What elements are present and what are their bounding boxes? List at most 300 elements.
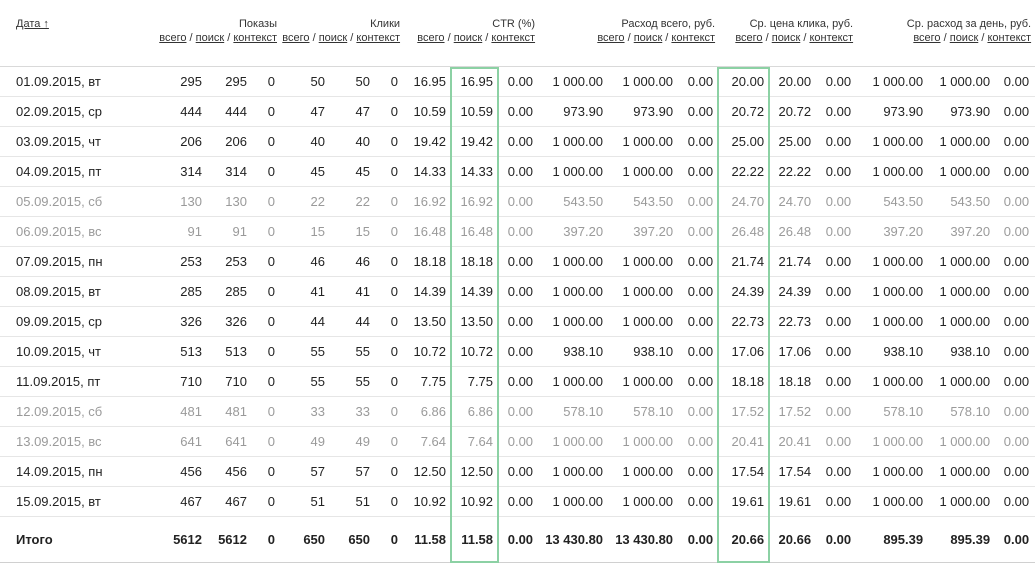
spend-context-cell: 0.00 [679,427,719,457]
daily-spend-total-cell: 1 000.00 [857,277,929,307]
impressions-total-cell: 641 [158,427,208,457]
ctr-context-cell: 0.00 [499,367,539,397]
daily-spend-total-cell: 578.10 [857,397,929,427]
impressions-search-cell: 710 [208,367,253,397]
spend-context-cell: 0.00 [679,217,719,247]
cpc-context-cell: 0.00 [817,487,857,517]
ctr-context-cell: 0.00 [499,307,539,337]
spend-search-cell: 1 000.00 [609,247,679,277]
daily-spend-context-cell: 0.00 [996,217,1035,247]
ctr-context-cell: 0.00 [499,457,539,487]
spend-total-cell: 973.90 [539,97,609,127]
impressions-context-cell: 0 [253,187,281,217]
ctr-total-cell: 16.95 [404,67,452,97]
ctr-header: CTR (%) всего / поиск / контекст [404,0,539,67]
impressions-total-cell: 91 [158,217,208,247]
impressions-search-cell: 91 [208,217,253,247]
daily-spend-context-cell: 0.00 [996,187,1035,217]
impressions-search-link[interactable]: поиск [195,32,225,44]
clicks-search-cell: 15 [331,217,376,247]
clicks-context-cell: 0 [376,517,404,563]
ctr-total-link[interactable]: всего [417,32,445,44]
clicks-search-cell: 57 [331,457,376,487]
clicks-context-cell: 0 [376,217,404,247]
spend-search-cell: 1 000.00 [609,367,679,397]
daily-spend-total-cell: 973.90 [857,97,929,127]
ctr-search-cell: 12.50 [452,457,499,487]
spend-search-link[interactable]: поиск [633,32,663,44]
date-cell: 04.09.2015, пт [0,157,158,187]
daily-spend-total-cell: 1 000.00 [857,127,929,157]
date-cell: 05.09.2015, сб [0,187,158,217]
ctr-search-cell: 6.86 [452,397,499,427]
spend-total-cell: 543.50 [539,187,609,217]
clicks-total-cell: 33 [281,397,331,427]
clicks-search-cell: 55 [331,367,376,397]
ctr-context-cell: 0.00 [499,427,539,457]
daily-spend-total-cell: 938.10 [857,337,929,367]
ctr-search-cell: 7.75 [452,367,499,397]
impressions-total-cell: 206 [158,127,208,157]
impressions-context-cell: 0 [253,127,281,157]
ctr-context-cell: 0.00 [499,157,539,187]
total-label: Итого [0,517,158,563]
impressions-context-cell: 0 [253,487,281,517]
ctr-total-cell: 13.50 [404,307,452,337]
clicks-search-cell: 44 [331,307,376,337]
impressions-search-cell: 481 [208,397,253,427]
spend-context-cell: 0.00 [679,457,719,487]
cpc-total-cell: 26.48 [719,217,770,247]
clicks-title: Клики [370,18,401,30]
date-cell: 13.09.2015, вс [0,427,158,457]
daily-spend-context-cell: 0.00 [996,367,1035,397]
ctr-total-cell: 7.64 [404,427,452,457]
ctr-search-cell: 18.18 [452,247,499,277]
impressions-total-cell: 314 [158,157,208,187]
spend-total-cell: 397.20 [539,217,609,247]
cpc-context-cell: 0.00 [817,277,857,307]
daily-spend-context-cell: 0.00 [996,397,1035,427]
clicks-total-cell: 44 [281,307,331,337]
cpc-total-cell: 24.70 [719,187,770,217]
clicks-context-cell: 0 [376,457,404,487]
ctr-total-cell: 16.92 [404,187,452,217]
impressions-total-link[interactable]: всего [159,32,187,44]
spend-total-cell: 1 000.00 [539,157,609,187]
spend-context-cell: 0.00 [679,187,719,217]
cpc-search-cell: 21.74 [770,247,817,277]
daily-spend-header: Ср. расход за день, руб. всего / поиск / контекст [857,0,1035,67]
clicks-search-cell: 33 [331,397,376,427]
ctr-total-cell: 19.42 [404,127,452,157]
impressions-search-cell: 314 [208,157,253,187]
ctr-total-cell: 10.72 [404,337,452,367]
spend-title: Расход всего, руб. [621,18,716,30]
clicks-context-cell: 0 [376,277,404,307]
spend-search-cell: 1 000.00 [609,127,679,157]
table-row [0,97,1035,127]
table-row [0,397,1035,427]
clicks-total-cell: 46 [281,247,331,277]
spend-search-cell: 578.10 [609,397,679,427]
daily-spend-total-cell: 543.50 [857,187,929,217]
cpc-context-cell: 0.00 [817,457,857,487]
clicks-total-cell: 49 [281,427,331,457]
table-row [0,127,1035,157]
cpc-search-cell: 19.61 [770,487,817,517]
ctr-search-cell: 14.39 [452,277,499,307]
spend-search-cell: 1 000.00 [609,277,679,307]
cpc-total-cell: 17.06 [719,337,770,367]
clicks-context-cell: 0 [376,367,404,397]
clicks-total-cell: 47 [281,97,331,127]
clicks-context-cell: 0 [376,157,404,187]
cpc-context-cell: 0.00 [817,397,857,427]
daily-spend-search-cell: 1 000.00 [929,127,996,157]
clicks-search-cell: 45 [331,157,376,187]
clicks-total-cell: 15 [281,217,331,247]
spend-context-cell: 0.00 [679,97,719,127]
daily-spend-search-cell: 1 000.00 [929,367,996,397]
ctr-search-link[interactable]: поиск [453,32,483,44]
impressions-total-cell: 444 [158,97,208,127]
ctr-context-cell: 0.00 [499,97,539,127]
cpc-total-link[interactable]: всего [735,32,763,44]
ctr-total-cell: 14.39 [404,277,452,307]
clicks-search-cell: 650 [331,517,376,563]
cpc-total-cell: 19.61 [719,487,770,517]
cpc-search-cell: 26.48 [770,217,817,247]
spend-context-cell: 0.00 [679,67,719,97]
impressions-search-cell: 467 [208,487,253,517]
cpc-total-cell: 20.41 [719,427,770,457]
clicks-context-cell: 0 [376,307,404,337]
cpc-total-cell: 17.54 [719,457,770,487]
cpc-header: Ср. цена клика, руб. всего / поиск / контекст [719,0,857,67]
daily-spend-total-cell: 1 000.00 [857,157,929,187]
impressions-total-cell: 456 [158,457,208,487]
date-cell: 06.09.2015, вс [0,217,158,247]
date-column-header[interactable] [0,0,158,67]
impressions-context-cell: 0 [253,397,281,427]
ctr-context-cell: 0.00 [499,217,539,247]
spend-total-cell: 1 000.00 [539,247,609,277]
impressions-search-cell: 206 [208,127,253,157]
table-row [0,457,1035,487]
impressions-search-cell: 513 [208,337,253,367]
impressions-context-cell: 0 [253,517,281,563]
spend-context-cell: 0.00 [679,337,719,367]
daily-spend-context-cell: 0.00 [996,337,1035,367]
cpc-context-cell: 0.00 [817,67,857,97]
daily-spend-search-cell: 1 000.00 [929,247,996,277]
cpc-search-cell: 24.70 [770,187,817,217]
daily-spend-total-link[interactable]: всего [913,32,941,44]
cpc-total-cell: 21.74 [719,247,770,277]
daily-spend-context-cell: 0.00 [996,457,1035,487]
cpc-context-cell: 0.00 [817,337,857,367]
clicks-total-cell: 22 [281,187,331,217]
clicks-search-cell: 22 [331,187,376,217]
spend-context-cell: 0.00 [679,127,719,157]
daily-spend-context-cell: 0.00 [996,487,1035,517]
ctr-context-link[interactable]: контекст [491,32,536,44]
impressions-context-cell: 0 [253,457,281,487]
spend-total-cell: 1 000.00 [539,427,609,457]
ctr-total-cell: 10.92 [404,487,452,517]
cpc-search-cell: 25.00 [770,127,817,157]
cpc-search-cell: 22.22 [770,157,817,187]
clicks-context-cell: 0 [376,127,404,157]
date-cell: 12.09.2015, сб [0,397,158,427]
clicks-search-link[interactable]: поиск [318,32,348,44]
ctr-context-cell: 0.00 [499,127,539,157]
clicks-total-cell: 50 [281,67,331,97]
ctr-total-cell: 14.33 [404,157,452,187]
clicks-context-cell: 0 [376,247,404,277]
cpc-search-cell: 20.66 [770,517,817,563]
impressions-context-cell: 0 [253,247,281,277]
daily-spend-context-cell: 0.00 [996,67,1035,97]
impressions-search-cell: 5612 [208,517,253,563]
date-cell: 14.09.2015, пн [0,457,158,487]
cpc-context-cell: 0.00 [817,517,857,563]
clicks-total-link[interactable]: всего [282,32,310,44]
daily-spend-context-cell: 0.00 [996,277,1035,307]
daily-spend-title: Ср. расход за день, руб. [906,18,1032,30]
impressions-search-cell: 130 [208,187,253,217]
daily-spend-total-cell: 1 000.00 [857,457,929,487]
cpc-context-cell: 0.00 [817,307,857,337]
ctr-total-cell: 7.75 [404,367,452,397]
table-row [0,427,1035,457]
spend-context-cell: 0.00 [679,367,719,397]
sort-by-date-link[interactable]: Дата ↑ [16,18,49,30]
cpc-search-cell: 24.39 [770,277,817,307]
cpc-context-cell: 0.00 [817,97,857,127]
impressions-total-cell: 253 [158,247,208,277]
cpc-context-link[interactable]: контекст [809,32,854,44]
ctr-search-cell: 10.72 [452,337,499,367]
spend-context-cell: 0.00 [679,487,719,517]
cpc-search-cell: 17.54 [770,457,817,487]
daily-spend-total-cell: 1 000.00 [857,487,929,517]
spend-total-cell: 1 000.00 [539,457,609,487]
daily-spend-context-cell: 0.00 [996,307,1035,337]
cpc-search-link[interactable]: поиск [771,32,801,44]
clicks-total-cell: 57 [281,457,331,487]
total-row [0,517,1035,563]
ctr-search-cell: 10.59 [452,97,499,127]
cpc-total-cell: 20.72 [719,97,770,127]
ctr-context-cell: 0.00 [499,517,539,563]
clicks-header: Клики всего / поиск / контекст [281,0,404,67]
cpc-context-cell: 0.00 [817,157,857,187]
impressions-total-cell: 710 [158,367,208,397]
ctr-search-cell: 16.48 [452,217,499,247]
ctr-total-cell: 12.50 [404,457,452,487]
spend-context-cell: 0.00 [679,517,719,563]
ctr-context-cell: 0.00 [499,67,539,97]
spend-search-cell: 1 000.00 [609,157,679,187]
ctr-total-cell: 18.18 [404,247,452,277]
daily-spend-total-cell: 1 000.00 [857,307,929,337]
cpc-total-cell: 25.00 [719,127,770,157]
daily-spend-context-cell: 0.00 [996,427,1035,457]
daily-spend-search-cell: 1 000.00 [929,487,996,517]
daily-spend-search-cell: 397.20 [929,217,996,247]
ctr-search-cell: 13.50 [452,307,499,337]
spend-context-cell: 0.00 [679,397,719,427]
impressions-search-cell: 641 [208,427,253,457]
impressions-context-cell: 0 [253,337,281,367]
cpc-context-cell: 0.00 [817,427,857,457]
daily-spend-search-cell: 543.50 [929,187,996,217]
ctr-total-cell: 16.48 [404,217,452,247]
daily-spend-search-cell: 1 000.00 [929,457,996,487]
daily-spend-search-cell: 1 000.00 [929,427,996,457]
table-row [0,187,1035,217]
daily-spend-context-cell: 0.00 [996,517,1035,563]
impressions-context-link[interactable]: контекст [233,32,278,44]
table-row [0,367,1035,397]
spend-total-link[interactable]: всего [597,32,625,44]
cpc-context-cell: 0.00 [817,127,857,157]
cpc-search-cell: 20.00 [770,67,817,97]
daily-spend-total-cell: 1 000.00 [857,367,929,397]
spend-total-cell: 1 000.00 [539,307,609,337]
daily-spend-total-cell: 1 000.00 [857,427,929,457]
ctr-total-cell: 6.86 [404,397,452,427]
impressions-search-cell: 253 [208,247,253,277]
date-cell: 10.09.2015, чт [0,337,158,367]
ctr-total-cell: 11.58 [404,517,452,563]
date-cell: 08.09.2015, вт [0,277,158,307]
spend-search-cell: 397.20 [609,217,679,247]
clicks-total-cell: 650 [281,517,331,563]
daily-spend-total-cell: 397.20 [857,217,929,247]
clicks-search-cell: 55 [331,337,376,367]
daily-spend-context-cell: 0.00 [996,97,1035,127]
impressions-context-cell: 0 [253,367,281,397]
daily-spend-total-cell: 1 000.00 [857,247,929,277]
clicks-context-link[interactable]: контекст [356,32,401,44]
cpc-search-cell: 20.72 [770,97,817,127]
ctr-search-cell: 7.64 [452,427,499,457]
daily-spend-total-cell: 895.39 [857,517,929,563]
ctr-context-cell: 0.00 [499,397,539,427]
impressions-context-cell: 0 [253,97,281,127]
clicks-search-cell: 46 [331,247,376,277]
spend-total-cell: 938.10 [539,337,609,367]
clicks-search-cell: 47 [331,97,376,127]
clicks-total-cell: 51 [281,487,331,517]
impressions-title: Показы [238,18,278,30]
impressions-context-cell: 0 [253,157,281,187]
ctr-context-cell: 0.00 [499,337,539,367]
date-cell: 09.09.2015, ср [0,307,158,337]
impressions-context-cell: 0 [253,427,281,457]
spend-total-cell: 578.10 [539,397,609,427]
clicks-total-cell: 55 [281,337,331,367]
impressions-total-cell: 467 [158,487,208,517]
daily-spend-search-cell: 1 000.00 [929,157,996,187]
clicks-search-cell: 50 [331,67,376,97]
daily-spend-context-cell: 0.00 [996,157,1035,187]
ctr-total-cell: 10.59 [404,97,452,127]
spend-search-cell: 938.10 [609,337,679,367]
daily-spend-search-cell: 1 000.00 [929,67,996,97]
cpc-context-cell: 0.00 [817,247,857,277]
table-row [0,277,1035,307]
header-row [0,0,1035,67]
clicks-total-cell: 40 [281,127,331,157]
impressions-search-cell: 456 [208,457,253,487]
ctr-context-cell: 0.00 [499,277,539,307]
table-row [0,487,1035,517]
spend-search-cell: 543.50 [609,187,679,217]
spend-context-cell: 0.00 [679,277,719,307]
spend-header: Расход всего, руб. всего / поиск / контекст [539,0,719,67]
impressions-total-cell: 295 [158,67,208,97]
clicks-context-cell: 0 [376,187,404,217]
daily-spend-context-link[interactable]: контекст [987,32,1032,44]
cpc-total-cell: 20.00 [719,67,770,97]
daily-spend-context-cell: 0.00 [996,127,1035,157]
daily-spend-search-link[interactable]: поиск [949,32,979,44]
clicks-context-cell: 0 [376,337,404,367]
ctr-context-cell: 0.00 [499,247,539,277]
daily-spend-search-cell: 578.10 [929,397,996,427]
clicks-context-cell: 0 [376,67,404,97]
spend-total-cell: 13 430.80 [539,517,609,563]
clicks-search-cell: 49 [331,427,376,457]
spend-search-cell: 1 000.00 [609,307,679,337]
date-cell: 03.09.2015, чт [0,127,158,157]
clicks-context-cell: 0 [376,487,404,517]
impressions-search-cell: 444 [208,97,253,127]
spend-total-cell: 1 000.00 [539,277,609,307]
table-row [0,247,1035,277]
spend-search-cell: 1 000.00 [609,427,679,457]
date-cell: 07.09.2015, пн [0,247,158,277]
cpc-total-cell: 22.22 [719,157,770,187]
impressions-total-cell: 130 [158,187,208,217]
ctr-search-cell: 19.42 [452,127,499,157]
cpc-total-cell: 18.18 [719,367,770,397]
spend-context-link[interactable]: контекст [671,32,716,44]
spend-context-cell: 0.00 [679,247,719,277]
table-row [0,307,1035,337]
spend-search-cell: 1 000.00 [609,67,679,97]
spend-total-cell: 1 000.00 [539,67,609,97]
table-row [0,337,1035,367]
cpc-total-cell: 24.39 [719,277,770,307]
ctr-title: CTR (%) [492,18,536,30]
impressions-context-cell: 0 [253,277,281,307]
spend-total-cell: 1 000.00 [539,127,609,157]
table-body [0,67,1035,563]
table-row [0,217,1035,247]
clicks-context-cell: 0 [376,397,404,427]
date-cell: 15.09.2015, вт [0,487,158,517]
spend-context-cell: 0.00 [679,307,719,337]
daily-spend-search-cell: 895.39 [929,517,996,563]
ctr-search-cell: 10.92 [452,487,499,517]
impressions-search-cell: 285 [208,277,253,307]
date-cell: 01.09.2015, вт [0,67,158,97]
